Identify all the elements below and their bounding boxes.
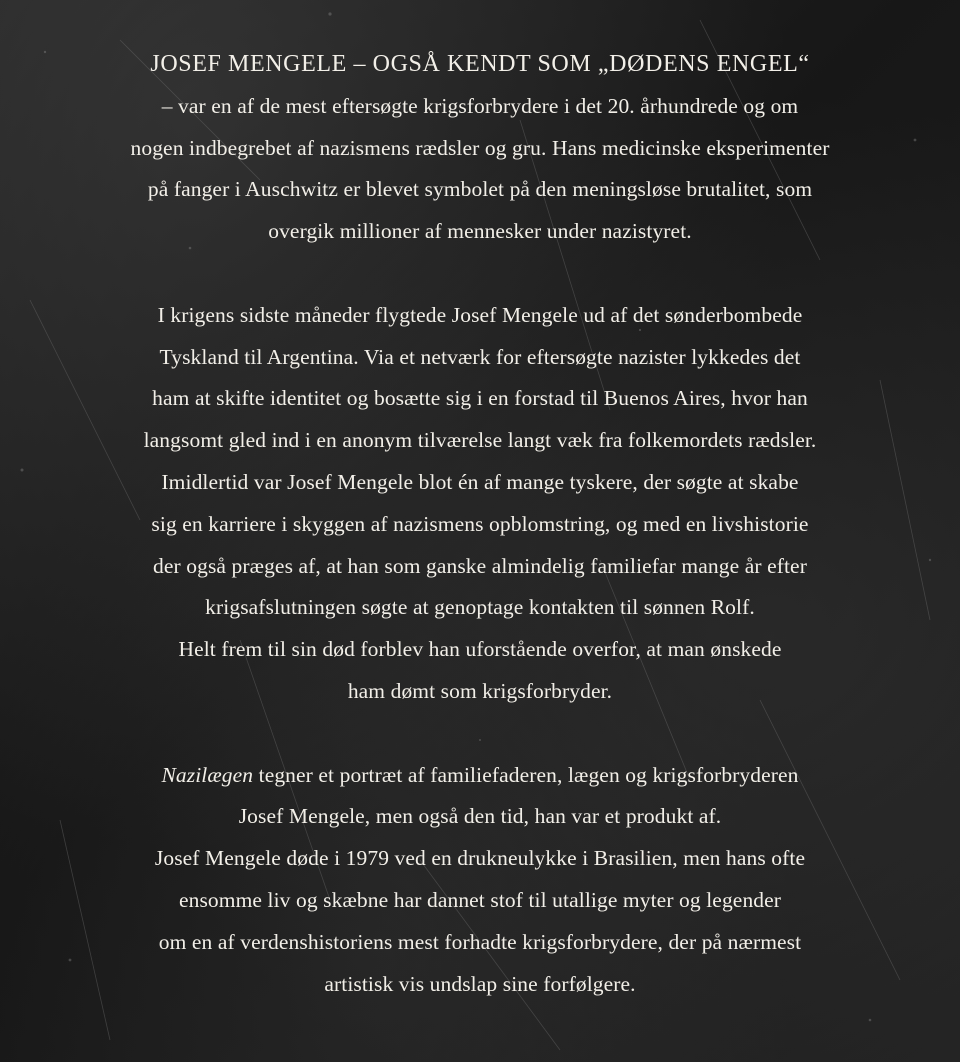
- blurb-paragraph-3: [30, 755, 930, 1006]
- blurb-paragraph-1: [30, 44, 930, 253]
- blurb-line: ham at skifte identitet og bosætte sig i en forstad til Buenos Aires, hvor han: [152, 386, 808, 411]
- blurb-line: ensomme liv og skæbne har dannet stof til utallige myter og legender: [178, 887, 782, 912]
- book-title: Nazilægen: [161, 762, 254, 787]
- blurb-paragraph-2: [30, 295, 930, 713]
- paragraph-spacer: [30, 713, 930, 755]
- blurb-line: I krigens sidste måneder flygtede Josef Mengele ud af det sønderbombede: [157, 302, 803, 327]
- blurb-line: – var en af de mest eftersøgte krigsforbrydere i det 20. århundrede og om: [161, 93, 799, 118]
- paragraph-spacer: [30, 253, 930, 295]
- blurb-line: artistisk vis undslap sine forfølgere.: [324, 971, 636, 996]
- blurb-line: overgik millioner af mennesker under nazistyret.: [268, 219, 692, 244]
- blurb-line: Josef Mengele døde i 1979 ved en drukneulykke i Brasilien, men hans ofte: [154, 846, 806, 871]
- blurb-line: Imidlertid var Josef Mengele blot én af mange tyskere, der søgte at skabe: [161, 469, 799, 494]
- blurb-line: Helt frem til sin død forblev han uforstående overfor, at man ønskede: [178, 637, 782, 662]
- blurb-line: på fanger i Auschwitz er blevet symbolet på den meningsløse brutalitet, som: [147, 177, 813, 202]
- blurb-line: der også præges af, at han som ganske almindelig familiefar mange år efter: [153, 553, 807, 578]
- blurb-line-text: tegner et portræt af familiefaderen, lægen og krigsforbryderen: [253, 762, 799, 787]
- blurb-line: [30, 755, 930, 797]
- blurb-text: [30, 44, 930, 1005]
- blurb-line: ham dømt som krigsforbryder.: [347, 678, 613, 703]
- blurb-line: langsomt gled ind i en anonym tilværelse langt væk fra folkemordets rædsler.: [143, 428, 817, 453]
- blurb-line: nogen indbegrebet af nazismens rædsler og gru. Hans medicinske eksperimenter: [130, 135, 830, 160]
- blurb-line: sig en karriere i skyggen af nazismens opblomstring, og med en livshistorie: [151, 511, 809, 536]
- blurb-headline: JOSEF MENGELE – OGSÅ KENDT SOM „DØDENS ENGEL“: [150, 51, 810, 77]
- blurb-line: Tyskland til Argentina. Via et netværk for eftersøgte nazister lykkedes det: [159, 344, 801, 369]
- blurb-line: krigsafslutningen søgte at genoptage kontakten til sønnen Rolf.: [205, 595, 755, 620]
- blurb-line: om en af verdenshistoriens mest forhadte krigsforbrydere, der på nærmest: [158, 929, 802, 954]
- blurb-line: Josef Mengele, men også den tid, han var et produkt af.: [238, 804, 722, 829]
